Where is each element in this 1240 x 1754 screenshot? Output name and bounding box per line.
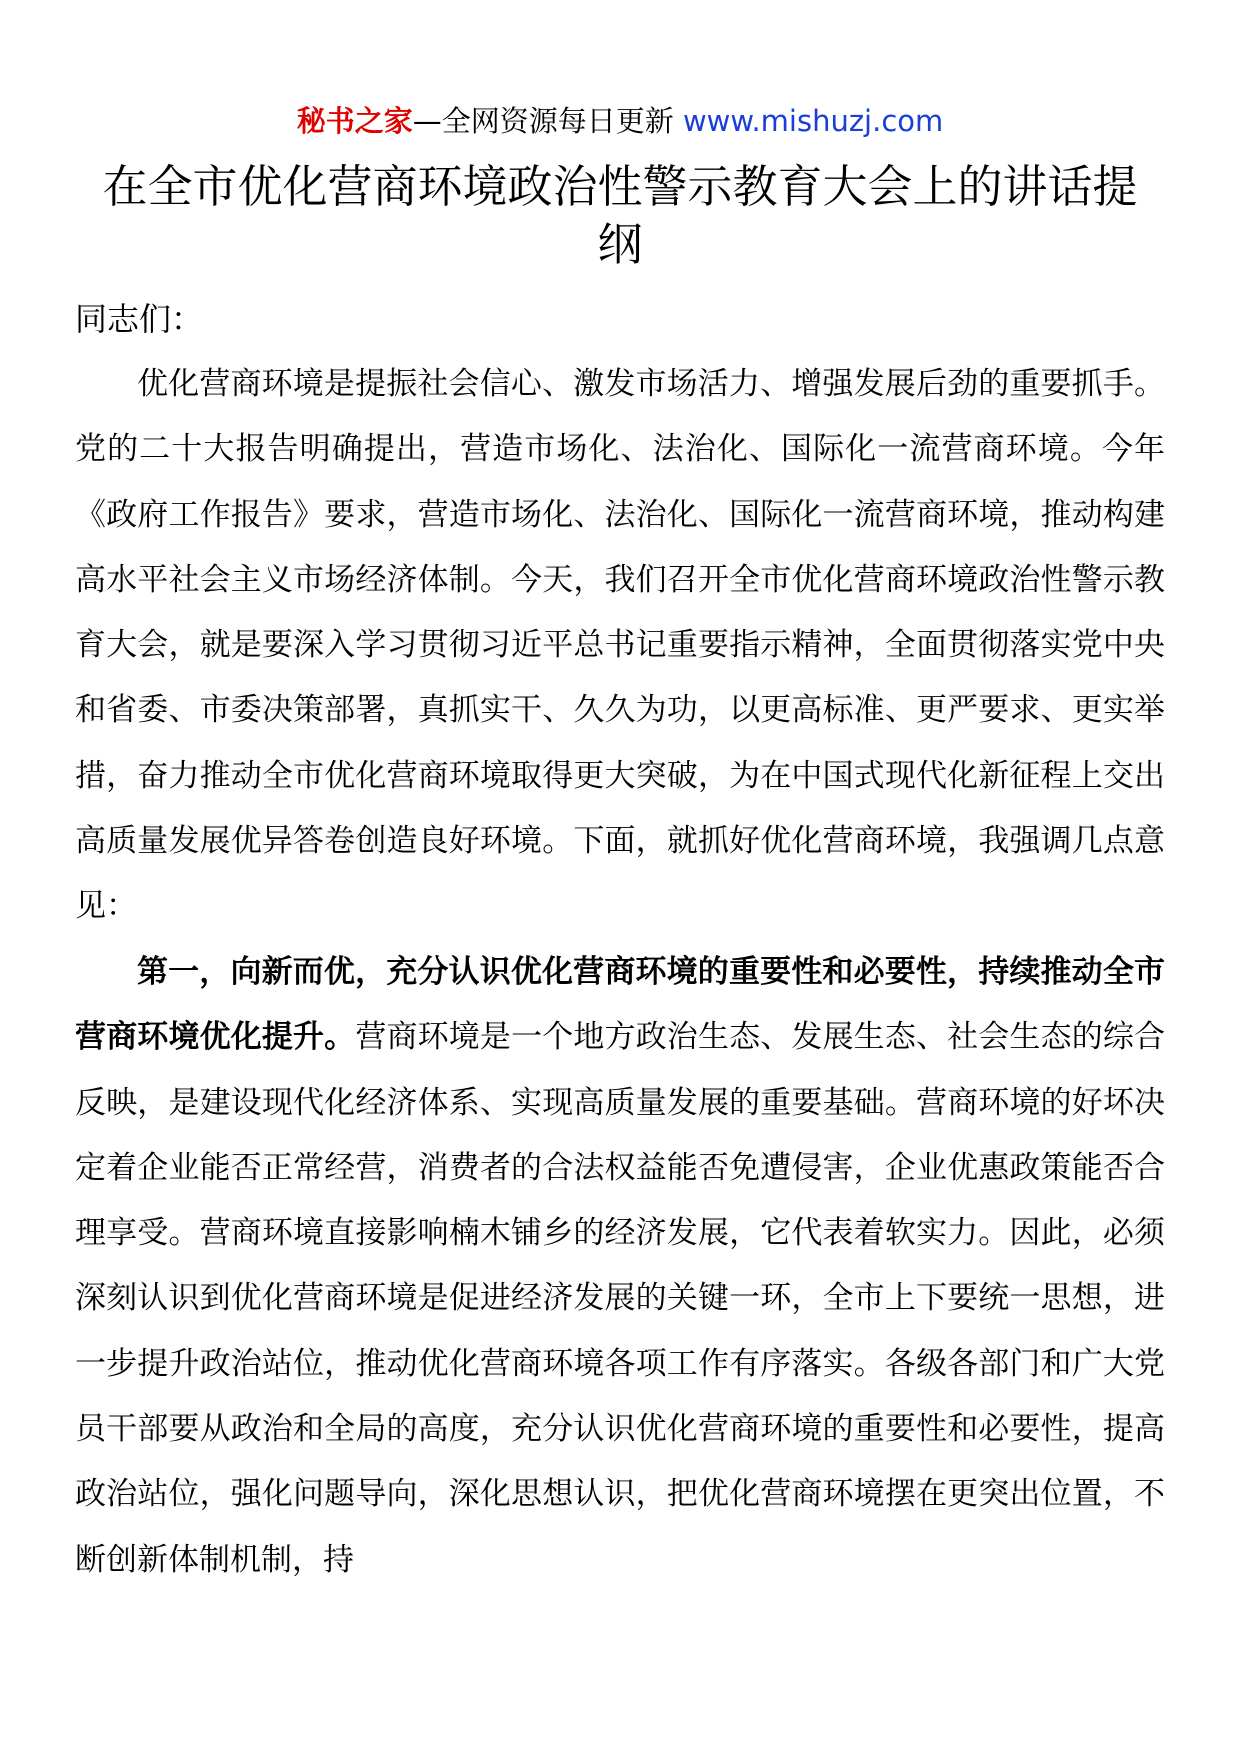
paragraph-intro: 优化营商环境是提振社会信心、激发市场活力、增强发展后劲的重要抓手。党的二十大报告明确提出，营造市场化、法治化、国际化一流营商环境。今年《政府工作报告》要求，营造市场化、法治化、国际化一流营商环境，推动构建高水平社会主义市场经济体制。今天，我们召开全市优化营商环境政治性警示教育大会，就是要深入学习贯彻习近平总书记重要指示精神，全面贯彻落实党中央和省委、市委决策部署，真抓实干、久久为功，以更高标准、更严要求、更实举措，奋力推动全市优化营商环境取得更大突破，为在中国式现代化新征程上交出高质量发展优异答卷创造良好环境。下面，就抓好优化营商环境，我强调几点意见： — [75, 366, 1165, 925]
site-header — [0, 101, 1240, 141]
paragraph-first-point — [75, 940, 1165, 1593]
paragraph-body: 营商环境是一个地方政治生态、发展生态、社会生态的综合反映，是建设现代化经济体系、实现高质量发展的重要基础。营商环境的好坏决定着企业能否正常经营，消费者的合法权益能否免遭侵害，企业优惠政策能否合理享受。营商环境直接影响楠木铺乡的经济发展，它代表着软实力。因此，必须深刻认识到优化营商环境是促进经济发展的关键一环，全市上下要统一思想，进一步提升政治站位，推动优化营商环境各项工作有序落实。各级各部门和广大党员干部要从政治和全局的高度，充分认识优化营商环境的重要性和必要性，提高政治站位，强化问题导向，深化思想认识，把优化营商环境摆在更突出位置，不断创新体制机制，持 — [75, 1019, 1166, 1578]
header-tagline: —全网资源每日更新 — [412, 104, 683, 138]
document-title: 在全市优化营商环境政治性警示教育大会上的讲话提纲 — [102, 160, 1138, 271]
brand-name: 秘书之家 — [296, 104, 413, 138]
salutation: 同志们： — [75, 300, 204, 338]
paragraph-lead-heading: 第一，向新而优，充分认识优化营商环境的重要性和必要性，持续推动全市营商环境优化提升。 — [75, 954, 1165, 1056]
site-url-link[interactable]: www.mishuzj.com — [682, 104, 944, 138]
